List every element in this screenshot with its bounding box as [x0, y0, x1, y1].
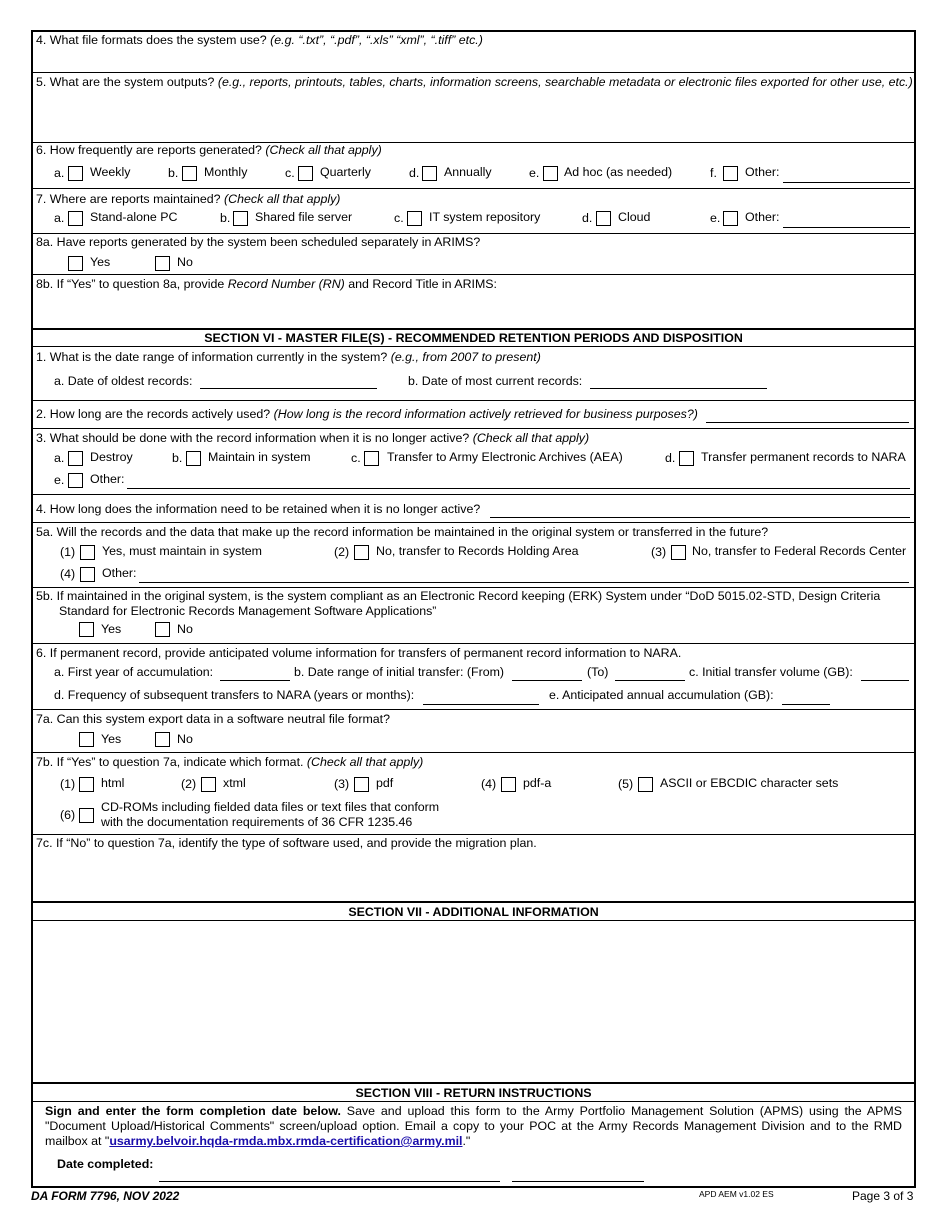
date-completed-field[interactable]: [512, 1181, 644, 1182]
s6-q5a-maintain-or-transfer: 5a. Will the records and the data that make up the record information be maintained in the original system or transferred in the future?: [36, 525, 769, 539]
disposition-other-field[interactable]: [127, 488, 910, 489]
monthly-checkbox[interactable]: [182, 166, 197, 181]
s6-q5b-erk-compliant: 5b. If maintained in the original system, is the system compliant as an Electronic Record keeping (ERK) System under “DoD 5015.02-STD, Design Criteria: [36, 589, 881, 603]
disposition-other-checkbox[interactable]: [68, 473, 83, 488]
weekly-checkbox[interactable]: [68, 166, 83, 181]
ad-hoc-checkbox[interactable]: [543, 166, 558, 181]
q5-system-outputs: 5. What are the system outputs? (e.g., reports, printouts, tables, charts, information screens, searchable metadata or electronic files exported for other use, etc.): [36, 75, 913, 89]
q7a-no-checkbox[interactable]: [155, 732, 170, 747]
q8b-record-number: 8b. If “Yes” to question 8a, provide Record Number (RN) and Record Title in ARIMS:: [36, 277, 497, 291]
s6-q6-volume: 6. If permanent record, provide anticipated volume information for transfers of permanent record information to NARA.: [36, 646, 682, 660]
frequency-other-field[interactable]: [783, 182, 910, 183]
location-other-checkbox[interactable]: [723, 211, 738, 226]
q5b-no-checkbox[interactable]: [155, 622, 170, 637]
section-vi-title: SECTION VI - MASTER FILE(S) - RECOMMENDED RETENTION PERIODS AND DISPOSITION: [204, 331, 743, 345]
s6-q2-active-use: 2. How long are the records actively used? (How long is the record information actively retrieved for business purposes?): [36, 407, 698, 421]
s6-q1-date-range: 1. What is the date range of information currently in the system? (e.g., from 2007 to present): [36, 350, 541, 364]
transfer-frc-checkbox[interactable]: [671, 545, 686, 560]
page-number: Page 3 of 3: [852, 1189, 914, 1203]
date-completed-label: Date completed:: [57, 1157, 154, 1171]
s6-q7a-export-neutral: 7a. Can this system export data in a software neutral file format?: [36, 712, 390, 726]
q6-report-frequency: 6. How frequently are reports generated? (Check all that apply): [36, 143, 382, 157]
signature-line[interactable]: [159, 1181, 500, 1182]
rmd-mailbox-link[interactable]: usarmy.belvoir.hqda-rmda.mbx.rmda-certification@army.mil: [109, 1134, 463, 1148]
q7a-yes-checkbox[interactable]: [79, 732, 94, 747]
q4-file-formats: 4. What file formats does the system use? (e.g. “.txt”, “.pdf”, “.xls” “xml”, “.tiff” etc.): [36, 33, 483, 47]
transfer-rha-checkbox[interactable]: [354, 545, 369, 560]
transfer-nara-checkbox[interactable]: [679, 451, 694, 466]
q8a-arims-scheduled: 8a. Have reports generated by the system been scheduled separately in ARIMS?: [36, 235, 481, 249]
first-year-field[interactable]: [220, 680, 290, 681]
section-viii-title: SECTION VIII - RETURN INSTRUCTIONS: [355, 1086, 592, 1100]
transfer-frequency-field[interactable]: [423, 704, 539, 705]
transfer-to-field[interactable]: [615, 680, 685, 681]
most-current-records-field[interactable]: [590, 388, 767, 389]
annually-checkbox[interactable]: [422, 166, 437, 181]
return-instructions: Sign and enter the form completion date below. Save and upload this form to the Army Portfolio Management Solution (APMS) using the APMS "Document Upload/Historical Comments" screen/upload option. Email a copy to your POC at the Army Records Management Division and to the RMD mailbox at "usarmy.belvoir.hqda-rmda.mbx.rmda-certification@army.mil.": [45, 1104, 902, 1148]
frequency-other-checkbox[interactable]: [723, 166, 738, 181]
active-use-field[interactable]: [706, 422, 909, 423]
quarterly-checkbox[interactable]: [298, 166, 313, 181]
transfer-from-field[interactable]: [512, 680, 582, 681]
s6-q7c-migration-plan: 7c. If “No” to question 7a, identify the type of software used, and provide the migration plan.: [36, 836, 537, 850]
transfer-aea-checkbox[interactable]: [364, 451, 379, 466]
destroy-checkbox[interactable]: [68, 451, 83, 466]
form-number: DA FORM 7796, NOV 2022: [31, 1189, 180, 1203]
initial-volume-field[interactable]: [861, 680, 909, 681]
q8a-yes-checkbox[interactable]: [68, 256, 83, 271]
xtml-checkbox[interactable]: [201, 777, 216, 792]
it-system-repository-checkbox[interactable]: [407, 211, 422, 226]
html-checkbox[interactable]: [79, 777, 94, 792]
maintain-in-system-checkbox[interactable]: [186, 451, 201, 466]
ascii-ebcdic-checkbox[interactable]: [638, 777, 653, 792]
location-other-field[interactable]: [783, 227, 910, 228]
pdf-a-checkbox[interactable]: [501, 777, 516, 792]
s6-q4-retention: 4. How long does the information need to be retained when it is no longer active?: [36, 502, 481, 516]
cd-rom-checkbox[interactable]: [79, 808, 94, 823]
s6-q3-disposition: 3. What should be done with the record information when it is no longer active? (Check all that apply): [36, 431, 590, 445]
annual-accumulation-field[interactable]: [782, 704, 830, 705]
maintain-other-checkbox[interactable]: [80, 567, 95, 582]
stand-alone-pc-checkbox[interactable]: [68, 211, 83, 226]
retention-field[interactable]: [490, 517, 910, 518]
additional-information-field[interactable]: [33, 922, 914, 1080]
oldest-records-field[interactable]: [200, 388, 377, 389]
s6-q7b-format: 7b. If “Yes” to question 7a, indicate which format. (Check all that apply): [36, 755, 424, 769]
q7-report-location: 7. Where are reports maintained? (Check all that apply): [36, 192, 341, 206]
maintain-other-field[interactable]: [139, 582, 909, 583]
shared-file-server-checkbox[interactable]: [233, 211, 248, 226]
q5b-yes-checkbox[interactable]: [79, 622, 94, 637]
form-version: APD AEM v1.02 ES: [699, 1189, 774, 1199]
cloud-checkbox[interactable]: [596, 211, 611, 226]
must-maintain-checkbox[interactable]: [80, 545, 95, 560]
section-vii-title: SECTION VII - ADDITIONAL INFORMATION: [348, 905, 599, 919]
pdf-checkbox[interactable]: [354, 777, 369, 792]
q8a-no-checkbox[interactable]: [155, 256, 170, 271]
